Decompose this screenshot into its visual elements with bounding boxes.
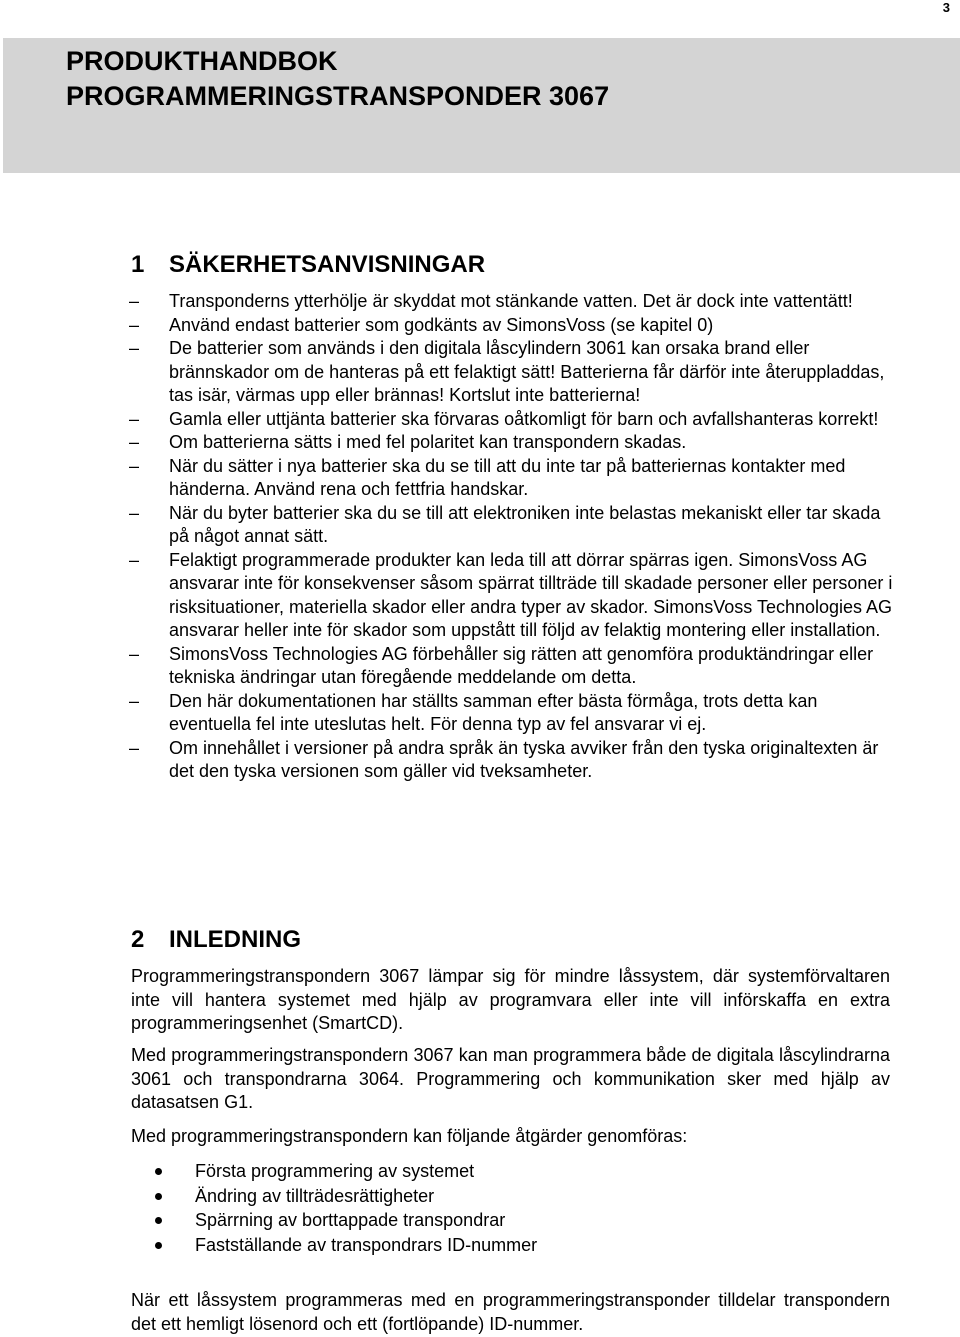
actions-list-item	[131, 1208, 831, 1233]
safety-item: – Gamla eller uttjänta batterier ska förvaras oåtkomligt för barn och avfallshanteras korrekt!	[129, 408, 879, 429]
actions-item-text: Spärrning av borttappade transpondrar	[195, 1210, 506, 1231]
safety-item-text: När du byter batterier ska du se till att elektroniken inte belastas mekaniskt eller tar skada på något annat sätt.	[169, 502, 881, 546]
intro-paragraph-3: Med programmeringstranspondern kan följande åtgärder genomföras:	[131, 1126, 688, 1146]
bullet-icon	[155, 1193, 162, 1200]
safety-item-text: Den här dokumentationen har ställts samman efter bästa förmåga, trots detta kan eventuella fel inte uteslutas helt. För denna typ av fel ansvarar vi ej.	[169, 690, 818, 734]
actions-item-text: Ändring av tillträdesrättigheter	[195, 1185, 435, 1206]
safety-item: – Den här dokumentationen har ställts samman efter bästa förmåga, trots detta kan eventuella fel inte uteslutas helt. För denna typ av fel ansvarar vi ej.	[129, 690, 818, 734]
actions-item-text: Första programmering av systemet	[195, 1161, 475, 1181]
safety-item: – Felaktigt programmerade produkter kan leda till att dörrar spärras igen. SimonsVoss AG ansvarar inte för konsekvenser såsom spärrat tillträde till skadade personer eller personer i risksituationer, materiella skador eller andra typer av skador. SimonsVoss Technologies AG ansvarar heller inte för skador som uppstått till följd av felaktig montering eller installation.	[129, 549, 893, 640]
safety-item-text: Om innehållet i versioner på andra språk än tyska avviker från den tyska originaltexten är det den tyska versionen som gäller vid tveksamheter.	[169, 737, 879, 781]
section-2-number: 2	[131, 926, 145, 953]
safety-item-text: De batterier som används i den digitala låscylindern 3061 kan orsaka brand eller brännskador om de hanteras på ett felaktigt sätt! Batterierna får därför inte återuppladdas, tas isär, värmas upp eller brännas! Kortslut inte batterierna!	[169, 338, 885, 405]
safety-item: – Om innehållet i versioner på andra språk än tyska avviker från den tyska originaltexten är det den tyska versionen som gäller vid tveksamheter.	[129, 737, 879, 781]
safety-list	[131, 290, 901, 784]
section-2-heading	[131, 925, 301, 955]
safety-item: – När du sätter i nya batterier ska du se till att du inte tar på batteriernas kontakter med händerna. Använd rena och fettfria handskar.	[129, 455, 846, 499]
safety-item: – Transponderns ytterhölje är skyddat mot stänkande vatten. Det är dock inte vattentätt!	[129, 291, 853, 311]
safety-item: – Använd endast batterier som godkänts av SimonsVoss (se kapitel 0)	[129, 314, 714, 335]
section-1-title: SÄKERHETSANVISNINGAR	[169, 251, 486, 278]
intro-paragraph-2: Med programmeringstranspondern 3067 kan man programmera både de digitala låscylindrarna 3061 och transpondrarna 3064. Programmering och kommunikation sker med hjälp av datasatsen G1.	[131, 1045, 890, 1112]
safety-item: – De batterier som används i den digitala låscylindern 3061 kan orsaka brand eller brännskador om de hanteras på ett felaktigt sätt! Batterierna får därför inte återuppladdas, tas isär, värmas upp eller brännas! Kortslut inte batterierna!	[129, 338, 885, 405]
safety-item-text: Felaktigt programmerade produkter kan leda till att dörrar spärras igen. SimonsVoss AG ansvarar inte för konsekvenser såsom spärrat tillträde till skadade personer eller personer i risksituationer, materiella skador eller andra typer av skador. SimonsVoss Technologies AG ansvarar heller inte för skador som uppstått till följd av felaktig montering eller installation.	[169, 549, 893, 640]
safety-item-text: Om batterierna sätts i med fel polaritet kan transpondern skadas.	[169, 432, 687, 452]
safety-item: – Om batterierna sätts i med fel polaritet kan transpondern skadas.	[129, 432, 687, 452]
bullet-icon	[155, 1217, 162, 1224]
actions-list	[131, 1159, 831, 1257]
section-2-title: INLEDNING	[169, 926, 301, 953]
safety-item: – SimonsVoss Technologies AG förbehåller sig rätten att genomföra produktändringar eller tekniska ändringar utan föregående meddelande om detta.	[129, 643, 874, 687]
intro-paragraph-4: När ett låssystem programmeras med en programmeringstransponder tilldelar transpondern det ett hemligt lösenord och ett (fortlöpande) ID-nummer.	[131, 1290, 890, 1334]
section-1-heading	[131, 250, 485, 280]
bullet-icon	[155, 1168, 162, 1175]
safety-item-text: Transponderns ytterhölje är skyddat mot stänkande vatten. Det är dock inte vattentätt!	[169, 291, 853, 311]
safety-item-text: Gamla eller uttjänta batterier ska förvaras oåtkomligt för barn och avfallshanteras korrekt!	[169, 408, 879, 429]
actions-list-item	[131, 1184, 831, 1209]
section-1-number: 1	[131, 251, 145, 278]
intro-paragraph-1: Programmeringstranspondern 3067 lämpar sig för mindre låssystem, där systemförvaltaren inte vill hantera systemet med hjälp av programvara eller inte vill införskaffa en extra programmeringsenhet (SmartCD).	[131, 966, 890, 1033]
safety-item-text: SimonsVoss Technologies AG förbehåller sig rätten att genomföra produktändringar eller tekniska ändringar utan föregående meddelande om detta.	[169, 643, 874, 687]
safety-item: – När du byter batterier ska du se till att elektroniken inte belastas mekaniskt eller tar skada på något annat sätt.	[129, 502, 881, 546]
page-number: 3	[942, 0, 950, 15]
actions-list-item	[131, 1233, 831, 1258]
actions-item-text: Fastställande av transpondrars ID-nummer	[195, 1234, 538, 1255]
document-title: PRODUKTHANDBOK	[66, 46, 338, 76]
actions-list-item	[131, 1159, 831, 1184]
safety-item-text: Använd endast batterier som godkänts av SimonsVoss (se kapitel 0)	[169, 314, 714, 335]
safety-item-text: När du sätter i nya batterier ska du se till att du inte tar på batteriernas kontakter med händerna. Använd rena och fettfria handskar.	[169, 455, 846, 499]
document-subtitle: PROGRAMMERINGSTRANSPONDER 3067	[66, 81, 610, 111]
bullet-icon	[155, 1242, 162, 1249]
